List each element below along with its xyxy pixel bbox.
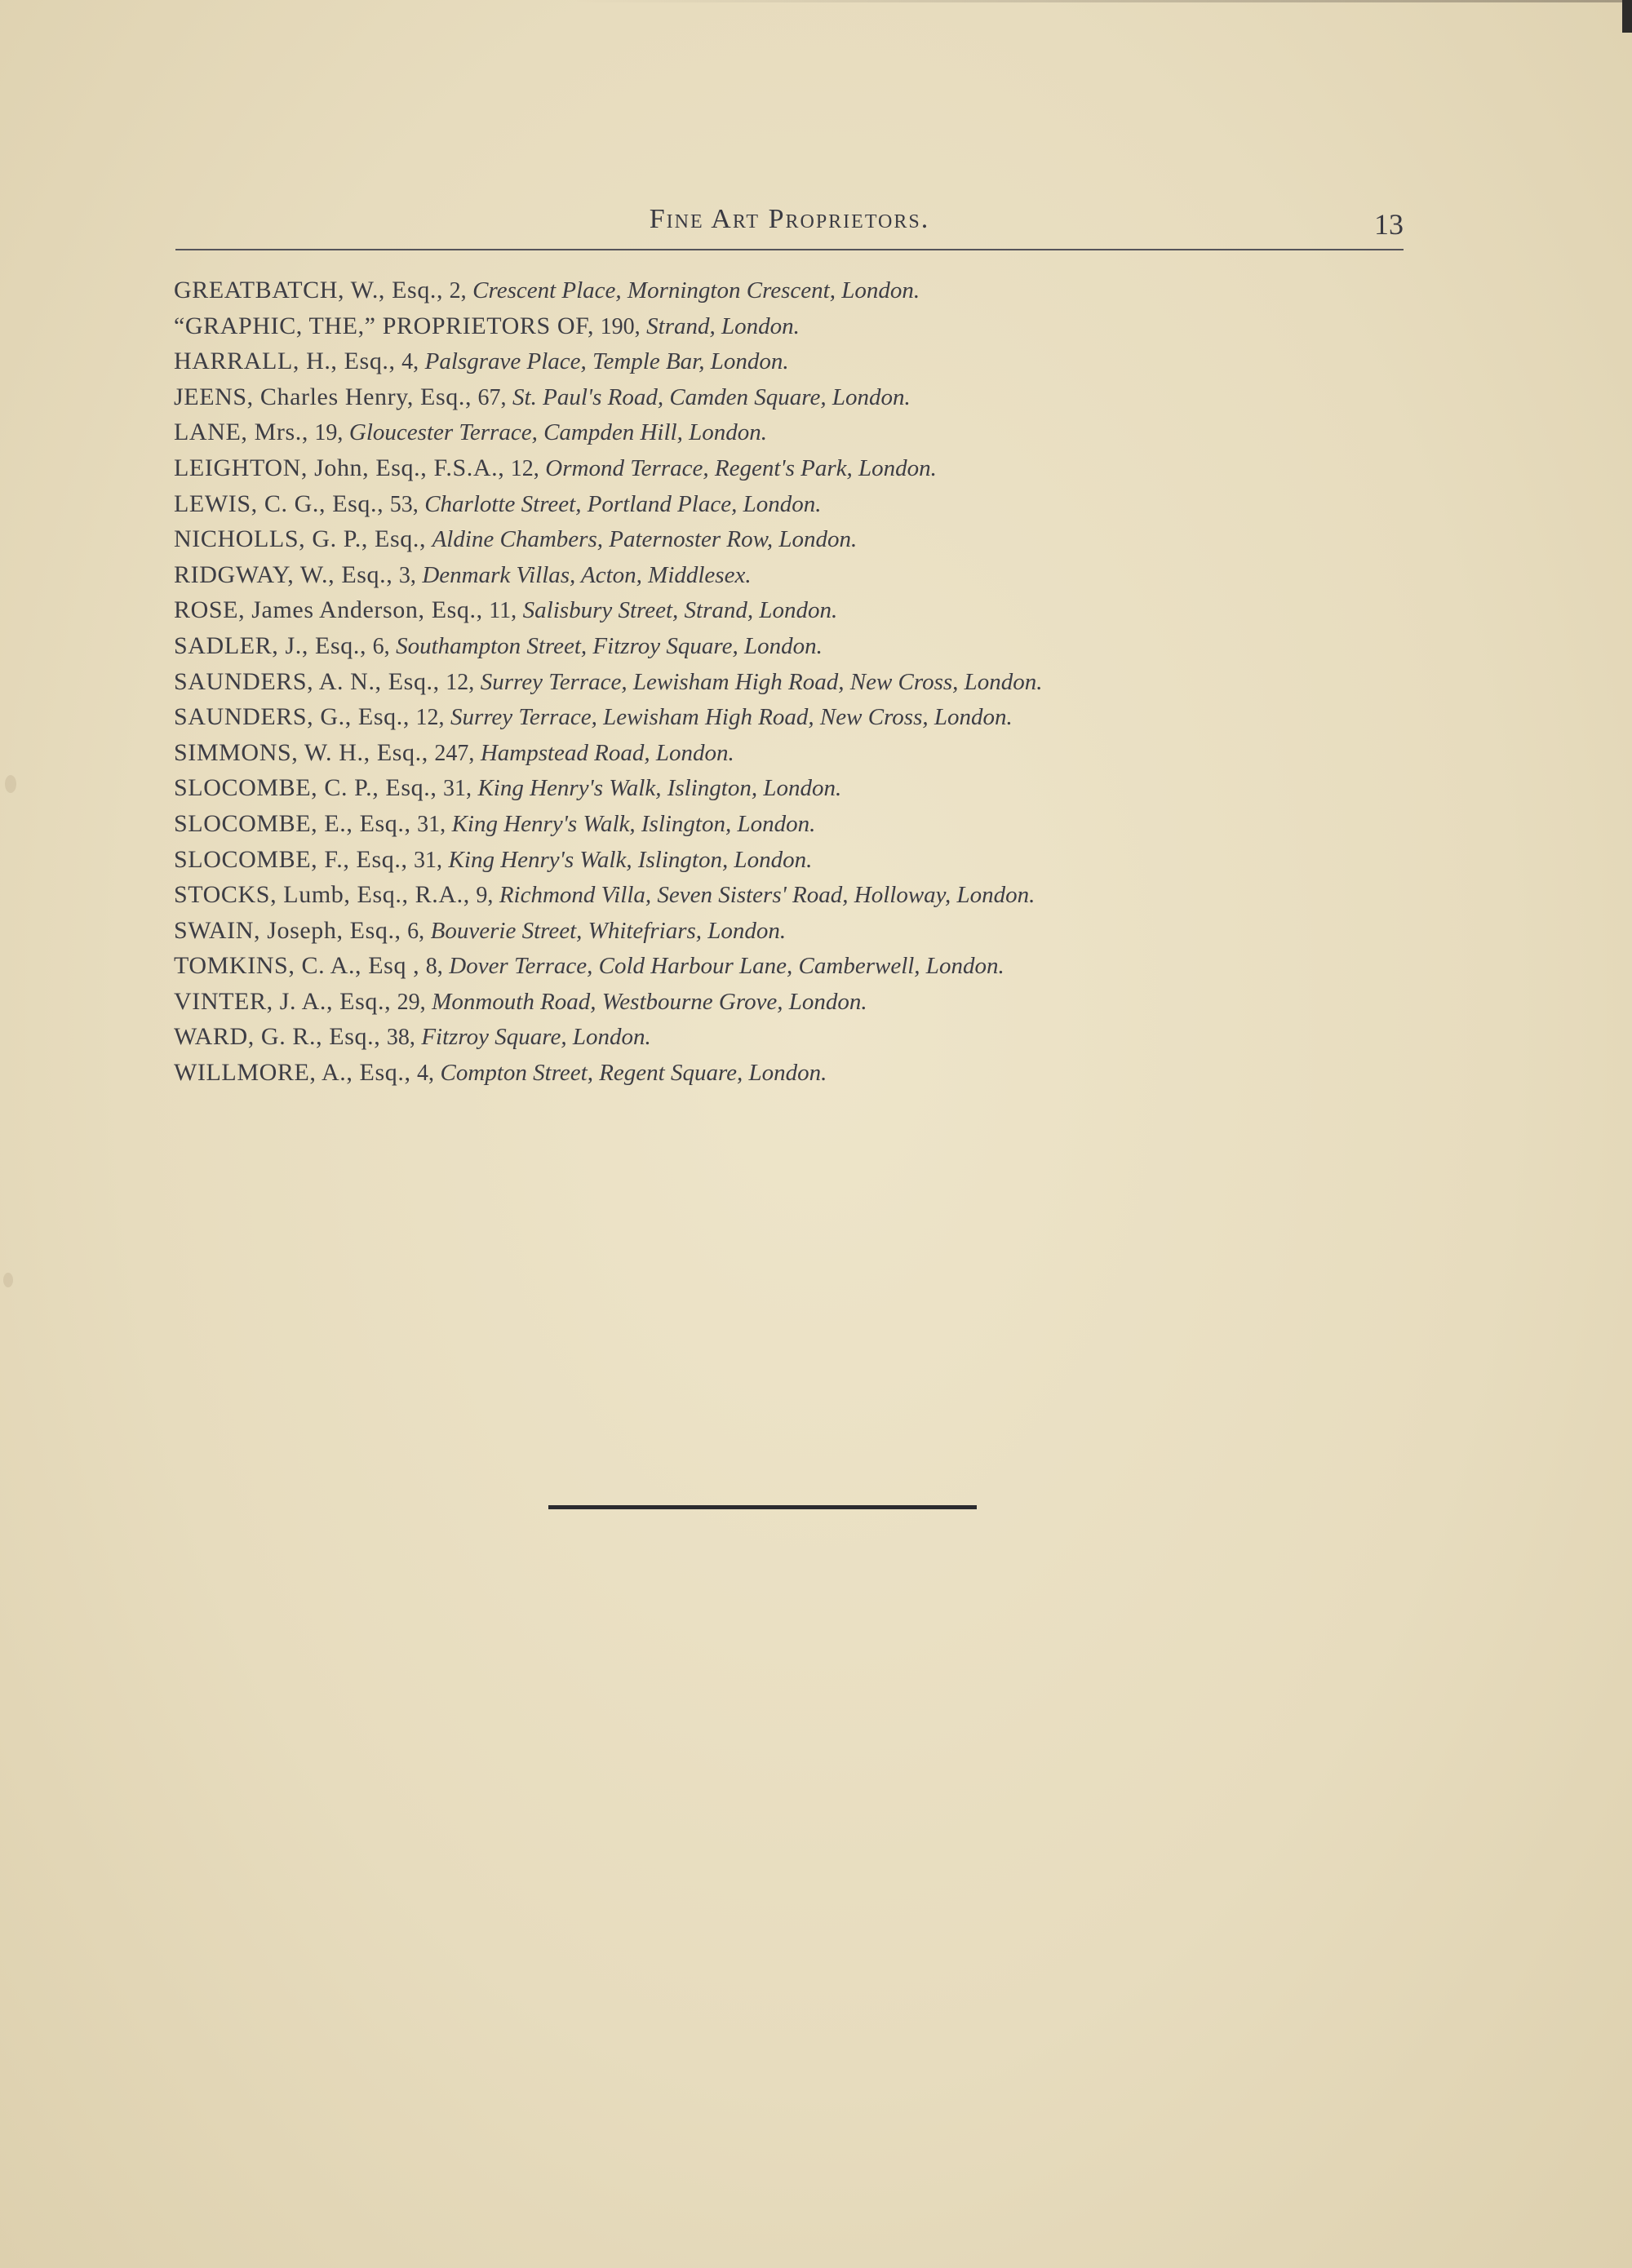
page-right-edge [1622, 0, 1632, 33]
list-item [174, 628, 1479, 664]
list-item [174, 1019, 1479, 1055]
list-item [174, 842, 1479, 878]
entry-number: 3, [398, 562, 416, 588]
entry-number: 6, [372, 633, 390, 659]
list-item [174, 699, 1479, 735]
entry-address: Richmond Villa, Seven Sisters' Road, Holloway, London. [499, 882, 1036, 909]
entry-address: Surrey Terrace, Lewisham High Road, New Cross, London. [480, 668, 1043, 695]
entry-name: WILLMORE, A., Esq., [174, 1059, 411, 1087]
list-item [174, 592, 1479, 628]
list-item [174, 913, 1479, 949]
paper-stain [3, 1273, 13, 1287]
list-item [174, 379, 1479, 415]
entry-name: SLOCOMBE, F., Esq., [174, 845, 408, 873]
entry-name: NICHOLLS, G. P., Esq., [174, 525, 427, 553]
entry-address: Surrey Terrace, Lewisham High Road, New Cross, London. [450, 704, 1013, 731]
list-item [174, 272, 1479, 308]
entry-number: 53, [389, 491, 419, 517]
entry-address: Strand, London. [646, 312, 800, 339]
entry-address: Charlotte Street, Portland Place, London. [424, 490, 822, 517]
proprietors-list [174, 272, 1479, 1091]
entry-name: WARD, G. R., Esq., [174, 1023, 381, 1051]
page-number: 13 [1374, 208, 1404, 241]
entry-number: 12, [415, 705, 445, 731]
entry-number: 190, [600, 313, 641, 339]
entry-name: “GRAPHIC, THE,” PROPRIETORS OF, [174, 312, 595, 339]
entry-name: VINTER, J. A., Esq., [174, 987, 392, 1015]
entry-name: RIDGWAY, W., Esq., [174, 560, 393, 588]
entry-name: SLOCOMBE, E., Esq., [174, 809, 411, 837]
entry-number: 4, [401, 349, 419, 375]
entry-address: Ormond Terrace, Regent's Park, London. [545, 454, 937, 481]
end-rule [548, 1505, 977, 1509]
entry-name: GREATBATCH, W., Esq., [174, 277, 444, 303]
entry-name: JEENS, Charles Henry, Esq., [174, 383, 472, 410]
list-item [174, 486, 1479, 522]
entry-number: 4, [417, 1061, 435, 1087]
entry-address: Dover Terrace, Cold Harbour Lane, Camberwell, London. [449, 953, 1004, 980]
entry-number: 247, [434, 740, 475, 766]
entry-name: ROSE, James Anderson, Esq., [174, 596, 483, 624]
list-item [174, 521, 1479, 557]
entry-name: SIMMONS, W. H., Esq., [174, 738, 428, 766]
entry-address: Southampton Street, Fitzroy Square, London. [396, 632, 823, 659]
list-item [174, 664, 1479, 700]
entry-number: 2, [449, 278, 467, 303]
entry-name: STOCKS, Lumb, Esq., R.A., [174, 881, 470, 909]
entry-number: 11, [489, 598, 517, 624]
entry-number: 31, [414, 847, 443, 873]
entry-name: LEWIS, C. G., Esq., [174, 489, 384, 517]
list-item [174, 557, 1479, 593]
entry-address: Salisbury Street, Strand, London. [522, 597, 838, 624]
running-header [175, 204, 1404, 253]
list-item [174, 735, 1479, 771]
list-item [174, 806, 1479, 842]
entry-name: LEIGHTON, John, Esq., F.S.A., [174, 454, 505, 481]
entry-name: HARRALL, H., Esq., [174, 348, 396, 375]
entry-address: Palsgrave Place, Temple Bar, London. [424, 348, 789, 375]
entry-address: Monmouth Road, Westbourne Grove, London. [432, 988, 867, 1015]
entry-name: SLOCOMBE, C. P., Esq., [174, 774, 437, 802]
entry-address: King Henry's Walk, Islington, London. [451, 810, 816, 837]
entry-address: Denmark Villas, Acton, Middlesex. [422, 561, 752, 588]
entry-name: SAUNDERS, A. N., Esq., [174, 667, 440, 695]
list-item [174, 308, 1479, 344]
entry-address: Bouverie Street, Whitefriars, London. [430, 917, 787, 944]
entry-name: TOMKINS, C. A., Esq , [174, 952, 420, 980]
list-item [174, 1055, 1479, 1091]
entry-address: Gloucester Terrace, Campden Hill, London. [348, 419, 767, 446]
entry-name: LANE, Mrs., [174, 419, 308, 446]
entry-address: Hampstead Road, London. [480, 739, 734, 766]
entry-name: SAUNDERS, G., Esq., [174, 703, 410, 731]
entry-address: Crescent Place, Mornington Crescent, London. [472, 277, 920, 303]
header-rule [175, 249, 1404, 250]
entry-number: 19, [314, 420, 344, 446]
entry-number: 12, [446, 669, 475, 695]
page-title: Fine Art Proprietors. [649, 204, 930, 234]
entry-address: King Henry's Walk, Islington, London. [477, 775, 842, 802]
paper-stain [5, 775, 16, 793]
entry-name: SADLER, J., Esq., [174, 631, 367, 659]
entry-number: 6, [407, 918, 425, 944]
entry-number: 38, [386, 1025, 415, 1051]
entry-number: 31, [442, 776, 472, 802]
entry-number: 9, [476, 883, 494, 909]
list-item [174, 948, 1479, 984]
entry-address: Fitzroy Square, London. [421, 1024, 651, 1051]
list-item [174, 414, 1479, 450]
list-item [174, 984, 1479, 1020]
entry-number: 8, [425, 954, 443, 980]
entry-number: 31, [417, 811, 446, 837]
page-top-edge [571, 0, 1632, 2]
list-item [174, 770, 1479, 806]
entry-number: 67, [477, 384, 507, 410]
entry-number: 12, [510, 455, 539, 481]
list-item [174, 343, 1479, 379]
entry-number: 29, [397, 989, 426, 1015]
list-item [174, 450, 1479, 486]
entry-address: King Henry's Walk, Islington, London. [448, 846, 813, 873]
list-item [174, 877, 1479, 913]
entry-name: SWAIN, Joseph, Esq., [174, 916, 401, 944]
entry-address: Aldine Chambers, Paternoster Row, London. [432, 526, 858, 553]
entry-address: Compton Street, Regent Square, London. [440, 1060, 827, 1087]
entry-address: St. Paul's Road, Camden Square, London. [512, 383, 911, 410]
